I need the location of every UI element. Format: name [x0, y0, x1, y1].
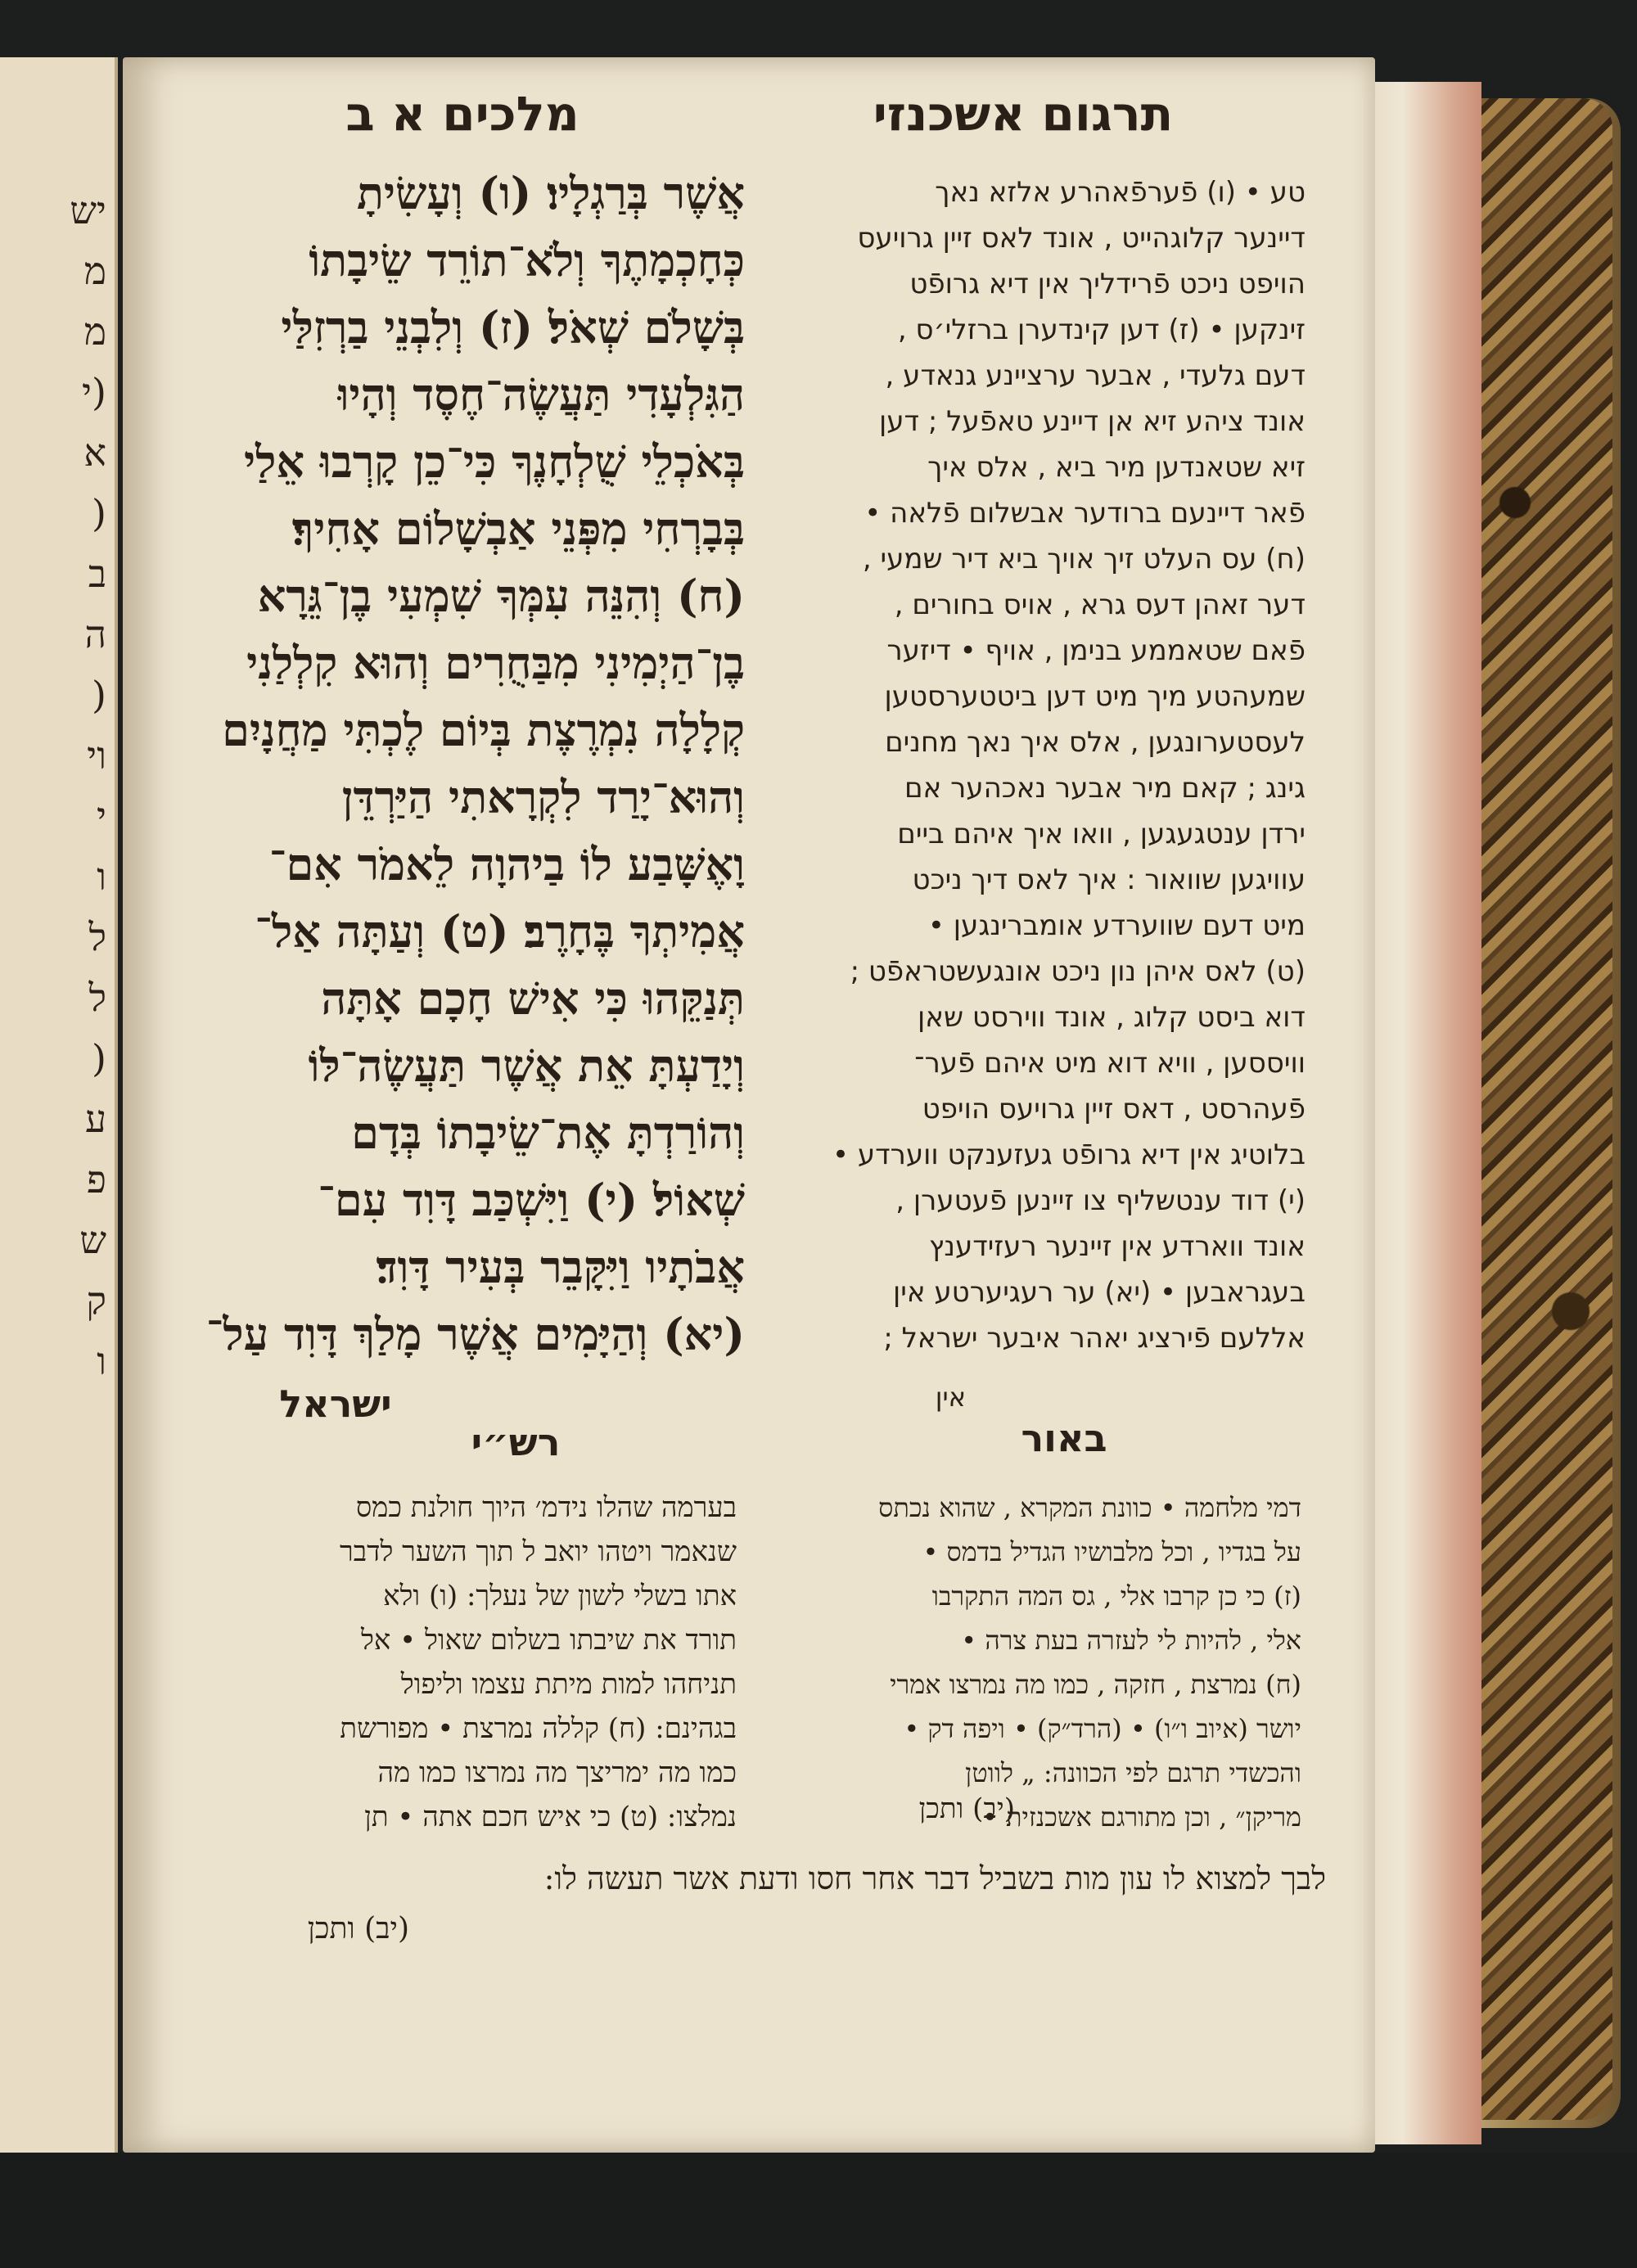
yiddish-line: מיט דעם שווערדע אומברינגען • — [927, 909, 1306, 942]
biblical-line: אֲמִיתְךָ בֶּחָרֶב׃ (ט) וְעַתָּה אַל־ — [255, 905, 745, 958]
running-head-left: מלכים א ב — [345, 86, 579, 142]
rashi-line: תניחהו למות מיתת עצמו וליפול — [400, 1668, 737, 1701]
biur-line: מריקן״ , וכן מתורגם אשכנזית • — [981, 1801, 1301, 1833]
running-head-right: תרגום אשכנזי — [873, 86, 1174, 142]
rashi-line: נמלצו: (ט) כי איש חכם אתה • תן — [364, 1801, 737, 1833]
biblical-text-column — [188, 160, 745, 1368]
yiddish-line: עוויגען שוואור : איך לאס דיך ניכט — [912, 863, 1306, 896]
biur-line: (ח) נמרצת , חזקה , כמו מה נמרצו אמרי — [890, 1669, 1301, 1700]
left-page-fragment: ( — [92, 673, 106, 717]
yiddish-line: אונד ציהע זיא אן דיינע טאפֿעל ; דען — [878, 405, 1306, 438]
biblical-line: בֶן־הַיְמִינִי מִבַּחֻרִים וְהוּא קִלְלַנִי — [246, 637, 745, 689]
rashi-line: אתו בשלי לשון של נעלך: (ו) ולא — [383, 1580, 737, 1612]
yiddish-line: דיינער קלוגהייט , אונד לאס זיין גרויעס — [857, 222, 1306, 255]
biblical-line: תְּנַקֵּהוּ כִּי אִישׁ חָכָם אָתָּה — [321, 972, 745, 1025]
left-page-fragment: ע — [84, 1097, 106, 1141]
yiddish-line: פֿעהרסט , דאס זיין גרויעס הויפט — [922, 1093, 1306, 1125]
left-page-fragment: ל — [88, 976, 106, 1020]
yiddish-line: (ח) עס העלט זיך אויך ביא דיר שמעי , — [862, 543, 1306, 575]
biur-line: אלי , להיות לי לעזרה בעת צרה • — [961, 1625, 1301, 1656]
biblical-line: כְּחָכְמָתֶךָ וְלֹא־תוֹרֵד שֵׂיבָתוֹ — [309, 234, 745, 286]
left-page-fragment: ב — [88, 552, 106, 596]
biblical-line: הַגִּלְעָדִי תַּעֲשֶׂה־חֶסֶד וְהָיוּ — [337, 368, 745, 421]
left-page-fragment: מ — [83, 309, 106, 354]
left-page-fragment: וי — [87, 733, 106, 778]
biur-line: על בגדיו , וכל מלבושיו הגדיל בדמס • — [922, 1536, 1301, 1567]
biblical-line: וְהוֹרַדְתָּ אֶת־שֵׂיבָתוֹ בְּדָם — [351, 1107, 745, 1159]
yiddish-line: בלוטיג אין דיא גרופֿט געזענקט ווערדע • — [832, 1139, 1306, 1171]
rashi-catchword: (יב) ותכן — [307, 1912, 409, 1946]
biblical-line: בְּאֹכְלֵי שֻׁלְחָנֶךָ כִּי־כֵן קָרְבוּ אֵלַי — [244, 435, 745, 488]
biur-title: באור — [1021, 1416, 1107, 1460]
biur-line: יושר (איוב ו״ו) • (הרד״ק) • ויפה דק • — [904, 1713, 1301, 1744]
left-page — [0, 57, 118, 2153]
yiddish-line: לעסטערונגען , אלס איך נאך מחנים — [885, 726, 1306, 759]
yiddish-line: בעגראבען • (יא) ער רעגיערטע אין — [893, 1276, 1306, 1309]
biblical-line: וְהוּא־יָרַד לִקְרָאתִי הַיַּרְדֵּן — [341, 771, 745, 823]
biur-line: והכשדי תרגם לפי הכוונה: „ לווטן — [965, 1757, 1301, 1788]
left-page-fragment: ו — [97, 854, 106, 899]
biur-catchword: (יב) ותכן — [918, 1792, 1015, 1825]
biblical-line: (יא) וְהַיָּמִים אֲשֶׁר מָלַךְ דָּוִד עַל־ — [205, 1308, 745, 1360]
biblical-line: (ח) וְהִנֵּה עִמְּךָ שִׁמְעִי בֶן־גֵּרָא — [257, 570, 745, 622]
rashi-line: בערמה שהלו נידמ׳ היוך חולנת כמס — [355, 1491, 737, 1524]
desk-background — [0, 2153, 1637, 2268]
marbled-cover — [1473, 98, 1612, 2120]
yiddish-line: זינקען • (ז) דען קינדערן ברזלי׳ס , — [897, 313, 1306, 346]
left-page-fragment: ק — [86, 1278, 106, 1323]
left-page-fragment: ש — [79, 1218, 106, 1262]
rashi-commentary — [180, 1486, 737, 1839]
left-page-fragment: ה — [84, 612, 106, 656]
biblical-line: בְּבָרְחִי מִפְּנֵי אַבְשָׁלוֹם אָחִיךָ׃ — [291, 503, 745, 555]
yiddish-line: גינג ; קאם מיר אבער נאכהער אם — [904, 772, 1306, 805]
biur-commentary — [778, 1486, 1301, 1839]
left-page-fragment: מ — [83, 249, 106, 293]
yiddish-line: (י) דוד ענטשליף צו זיינען פֿעטערן , — [895, 1184, 1306, 1217]
biblical-line: שְׁאוֹל׃ (י) וַיִּשְׁכַּב דָּוִד עִם־ — [318, 1174, 745, 1226]
yiddish-line: דוא ביסט קלוג , אונד ווירסט שאן — [918, 1001, 1306, 1034]
left-page-fragment: ( — [92, 491, 106, 535]
rashi-title: רש״י — [471, 1420, 561, 1464]
left-page-fragment: ( — [92, 1036, 106, 1080]
yiddish-line: טע • (ו) פֿערפֿאהרע אלזא נאך — [935, 176, 1306, 209]
catchword-left: ישראל — [279, 1382, 392, 1426]
biblical-line: וָאֶשָּׁבַע לוֹ בַיהוָה לֵאמֹר אִם־ — [268, 838, 745, 891]
yiddish-line: שמעהטע מיך מיט דען ביטטערסטען — [884, 680, 1306, 713]
biblical-line: קְלָלָה נִמְרֶצֶת בְּיוֹם לֶכְתִּי מַחֲנָיִם — [222, 704, 745, 756]
yiddish-line: אללעם פֿירציג יאהר איבער ישראל ; — [883, 1322, 1306, 1355]
biblical-line: בְּשָׁלֹם שְׁאֹל׃ (ז) וְלִבְנֵי בַרְזִלַּי — [281, 301, 745, 354]
left-page-fragment: יש — [70, 188, 106, 232]
rashi-line: שנאמר ויטהו יואב ל תוך השער לדבר — [340, 1535, 737, 1568]
catchword-right: אין — [935, 1382, 966, 1413]
left-page-fragments — [8, 180, 106, 1391]
left-page-fragment: ל — [88, 915, 106, 959]
yiddish-line: דעם גלעדי , אבער ערציינע גנאדע , — [885, 359, 1306, 392]
rashi-line: תורד את שיבתו בשלום שאול • אל — [361, 1624, 737, 1657]
yiddish-translation-column — [765, 169, 1306, 1361]
yiddish-line: דער זאהן דעס גרא , אויס בחורים , — [894, 588, 1306, 621]
yiddish-line: הויפט ניכט פֿרידליך אין דיא גרופֿט — [909, 268, 1306, 300]
biur-line: דמי מלחמה • כוונת המקרא , שהוא נכתס — [878, 1492, 1301, 1523]
left-page-fragment: פ — [86, 1157, 106, 1202]
rashi-line: בגהינם: (ח) קללה נמרצת • מפורשת — [340, 1712, 737, 1745]
biblical-line: וְיָדַעְתָּ אֵת אֲשֶׁר תַּעֲשֶׂה־לּוֹ — [308, 1039, 745, 1092]
yiddish-line: וויססען , וויא דוא מיט איהם פֿער־ — [914, 1047, 1306, 1080]
left-page-fragment: (י — [81, 370, 106, 414]
left-page-fragment: י — [96, 794, 106, 838]
yiddish-line: פֿאם שטאממע בנימן , אויף • דיזער — [886, 634, 1306, 667]
yiddish-line: זיא שטאנדען מיר ביא , אלס איך — [927, 451, 1306, 484]
left-page-fragment: א — [83, 431, 106, 475]
yiddish-line: (ט) לאס איהן נון ניכט אונגעשטראפֿט ; — [850, 955, 1306, 988]
yiddish-line: פֿאר דיינעם ברודער אבשלום פֿלאה • — [864, 497, 1306, 530]
biur-line: (ז) כי כן קרבו אלי , גס המה התקרבו — [931, 1580, 1301, 1612]
yiddish-line: אונד ווארדע אין זיינער רעזידענץ — [929, 1230, 1306, 1263]
rashi-bottom-line: לבך למצוא לו עון מות בשביל דבר אחר חסו ודעת אשר תעשה לו: — [543, 1860, 1326, 1896]
biblical-line: אֲשֶׁר בְּרַגְלָיו׃ (ו) וְעָשִׂיתָ — [356, 167, 745, 219]
left-page-fragment: ו — [97, 1339, 106, 1383]
yiddish-line: ירדן ענטגעגען , וואו איך איהם ביים — [897, 818, 1306, 850]
rashi-line: כמו מה ימריצך מה נמרצו כמו מה — [377, 1756, 737, 1789]
biblical-line: אֲבֹתָיו וַיִּקָּבֵר בְּעִיר דָּוִד׃ — [376, 1241, 745, 1293]
